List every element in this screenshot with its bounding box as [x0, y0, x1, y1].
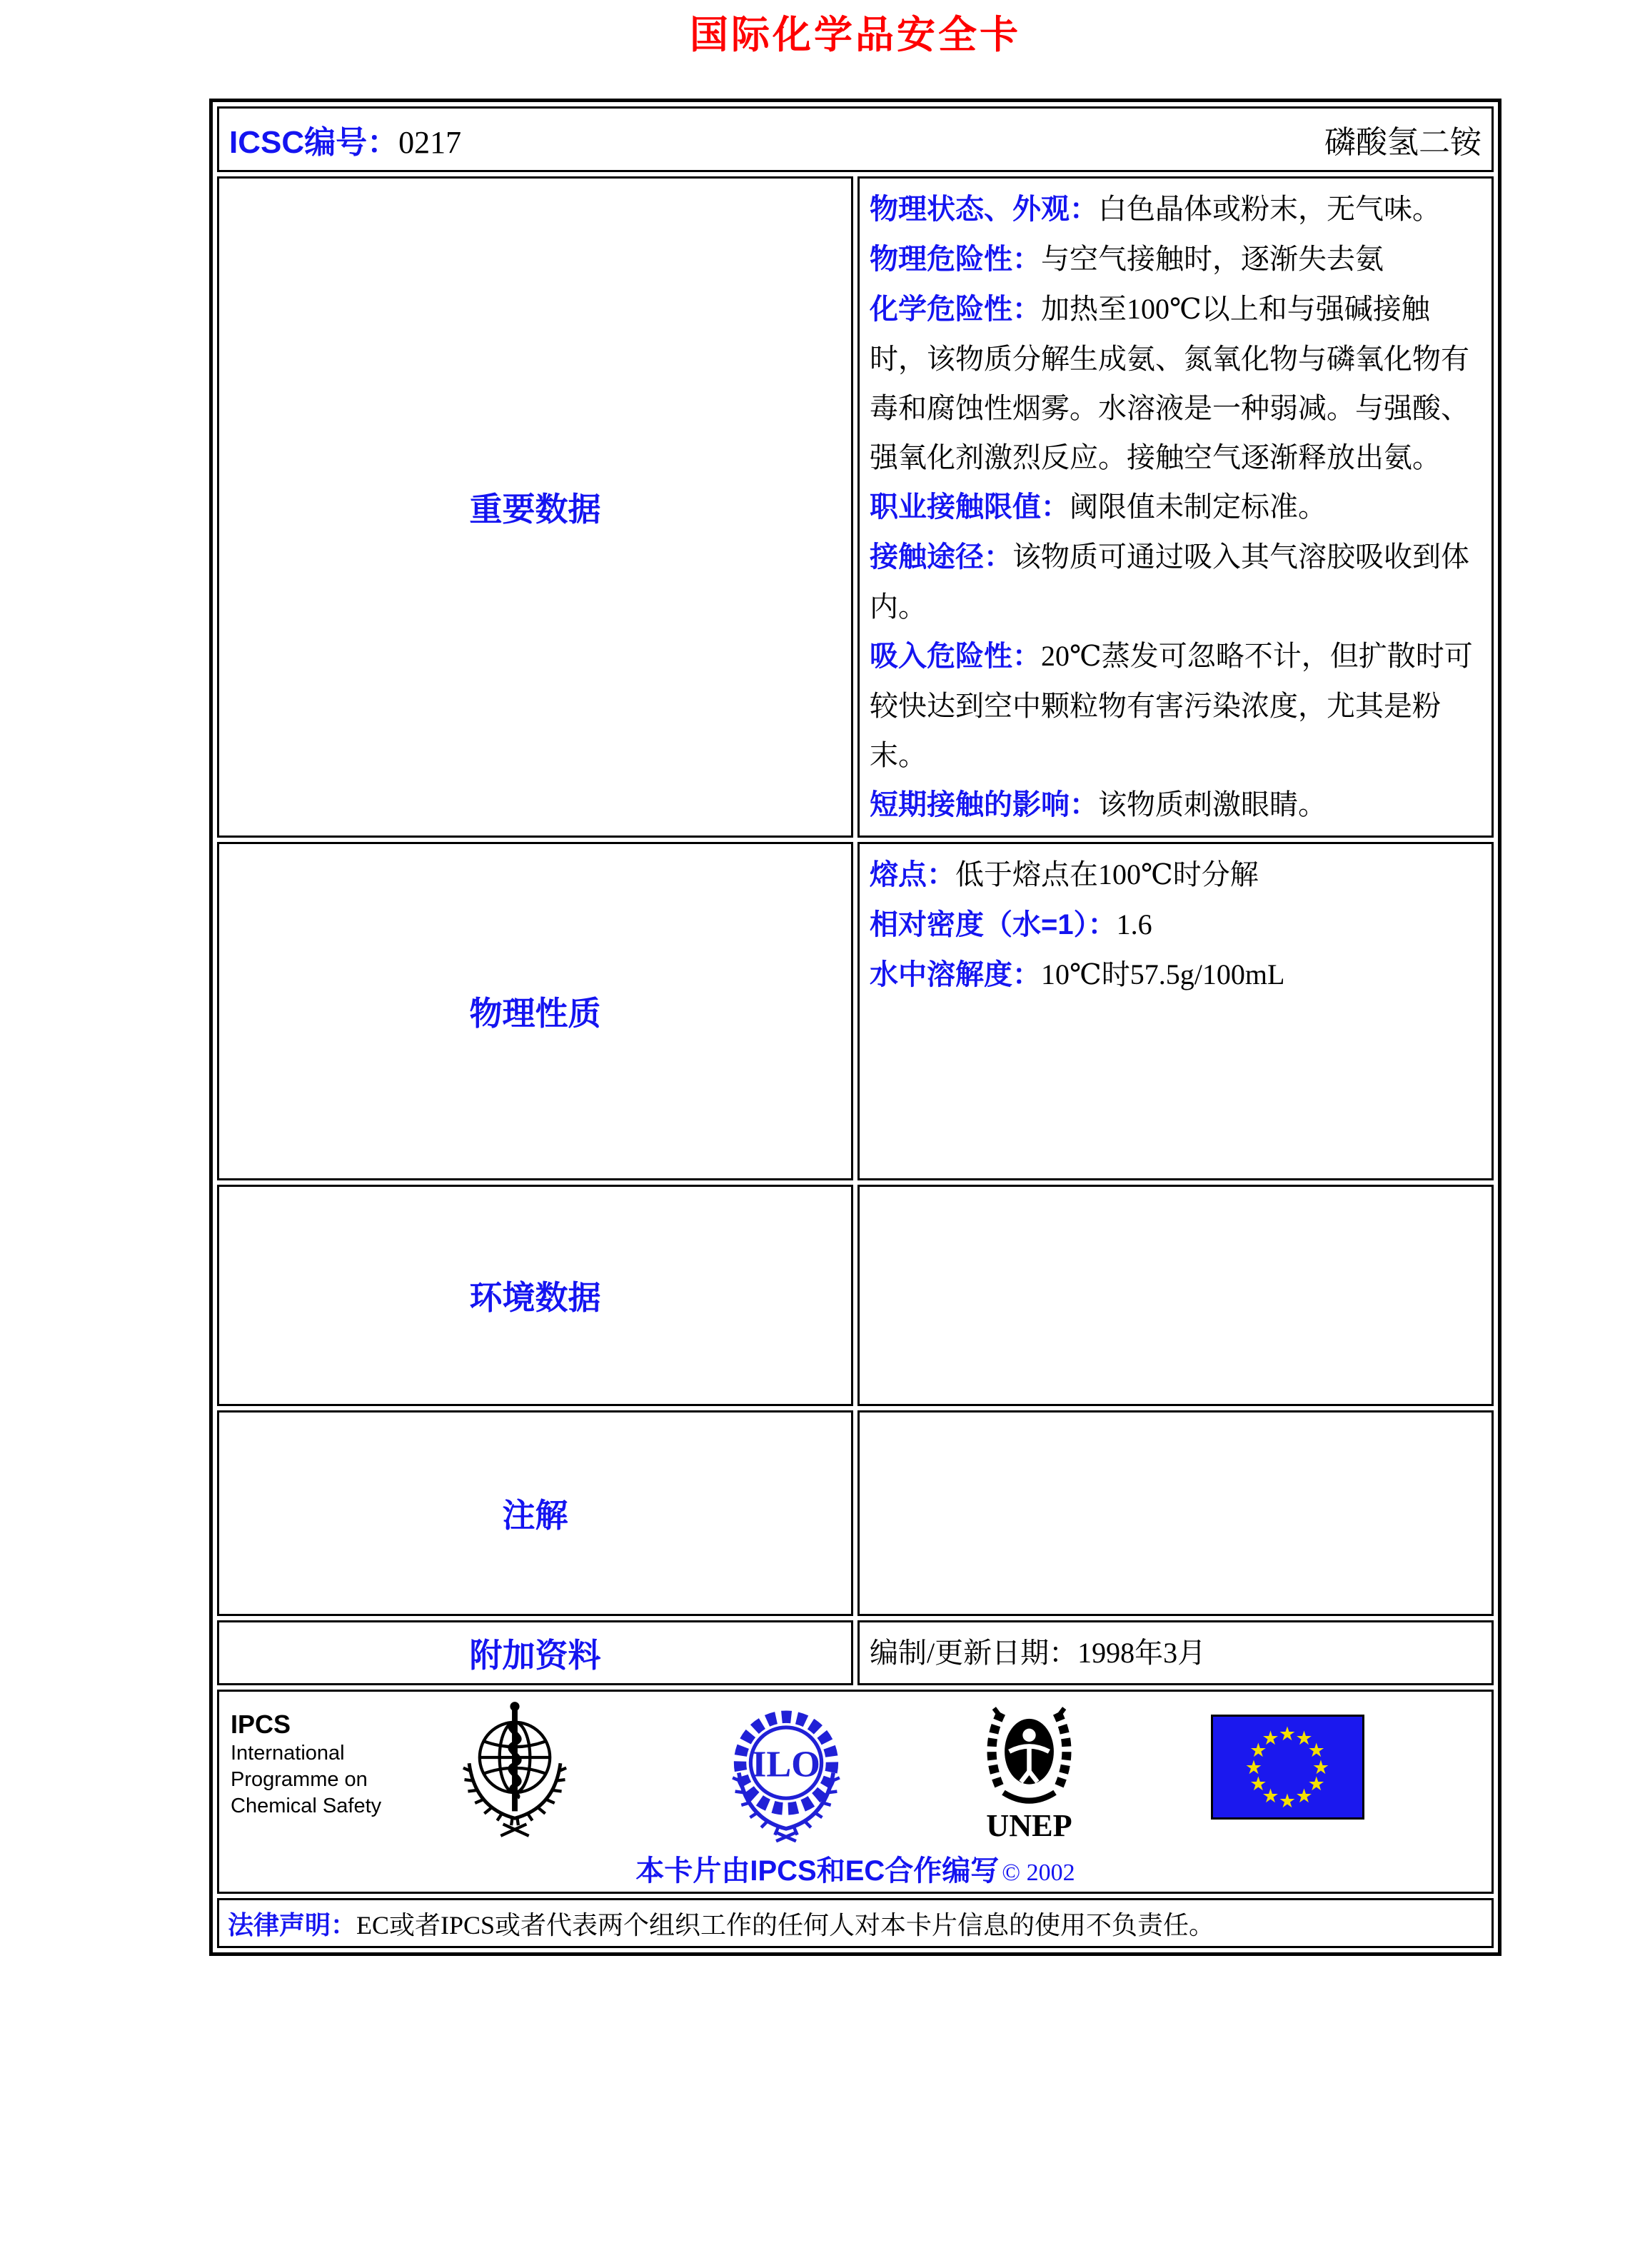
data-entry	[870, 850, 1481, 900]
legal-label: 法律声明：	[228, 1910, 357, 1940]
entry-text: 1.6	[1116, 908, 1152, 940]
svg-text:★: ★	[1278, 1723, 1297, 1745]
eu-flag-icon	[1211, 1715, 1364, 1820]
section-label-notes: 注解	[217, 1410, 853, 1616]
data-entry	[870, 532, 1481, 631]
logos-row	[217, 1690, 1494, 1894]
ipcs-line: Programme on	[231, 1768, 368, 1791]
entry-label: 物理状态、外观：	[870, 194, 1098, 225]
entry-label: 熔点：	[870, 859, 955, 890]
unep-logo-icon	[970, 1699, 1088, 1842]
important-data-content	[857, 176, 1494, 838]
notes-row	[217, 1410, 1494, 1616]
svg-text:★: ★	[1249, 1773, 1267, 1795]
copyright-text: © 2002	[1002, 1860, 1075, 1886]
section-label-environmental-data: 环境数据	[217, 1185, 853, 1406]
svg-text:★: ★	[1312, 1757, 1330, 1779]
page-title: 国际化学品安全卡	[690, 14, 1021, 56]
entry-text: 加热至100℃以上和与强碱接触时，该物质分解生成氨、氮氧化物与磷氧化物有毒和腐蚀性烟雾。水溶液是一种弱减。与强酸、强氧化剂激烈反应。接触空气逐渐释放出氨。	[870, 293, 1469, 473]
data-entry	[870, 482, 1481, 532]
ipcs-text-block	[231, 1709, 420, 1820]
svg-text:★: ★	[1262, 1727, 1279, 1750]
credit-text: 本卡片由IPCS和EC合作编写	[635, 1855, 1000, 1887]
svg-text:★: ★	[1295, 1785, 1313, 1807]
section-label-important-data: 重要数据	[217, 176, 853, 838]
entry-label: 物理危险性：	[870, 244, 1041, 275]
svg-text:★: ★	[1244, 1757, 1263, 1779]
entry-text: 该物质可通过吸入其气溶胶吸收到体内。	[870, 541, 1469, 623]
physical-properties-content	[857, 842, 1494, 1180]
entry-label: 短期接触的影响：	[870, 789, 1098, 821]
data-entry	[870, 780, 1481, 830]
icsc-number-group	[229, 116, 461, 162]
svg-text:★: ★	[1307, 1740, 1325, 1762]
entry-label: 接触途径：	[870, 541, 1012, 573]
entry-text: 与空气接触时，逐渐失去氨	[1041, 243, 1384, 275]
header-row	[217, 106, 1494, 172]
data-entry	[870, 284, 1481, 482]
chemical-name: 磷酸氢二铵	[1324, 125, 1481, 160]
environmental-data-row	[217, 1185, 1494, 1406]
icsc-card	[209, 99, 1501, 1956]
data-entry	[870, 631, 1481, 780]
entry-text: 白色晶体或粉末，无气味。	[1098, 193, 1441, 225]
ipcs-line: Chemical Safety	[231, 1795, 382, 1817]
svg-text:★: ★	[1249, 1740, 1267, 1762]
unep-logo-text: UNEP	[986, 1807, 1072, 1842]
svg-text:★: ★	[1278, 1790, 1297, 1812]
who-logo-icon	[454, 1699, 575, 1842]
legal-cell	[217, 1898, 1494, 1948]
legal-row	[217, 1898, 1494, 1948]
important-data-row	[217, 176, 1494, 838]
entry-label: 职业接触限值：	[870, 491, 1070, 523]
entry-text: 低于熔点在100℃时分解	[955, 858, 1259, 890]
data-entry	[870, 900, 1481, 950]
entry-text: 阈限值未制定标准。	[1070, 491, 1327, 523]
data-entry	[870, 950, 1481, 1000]
section-label-additional-info: 附加资料	[217, 1620, 853, 1685]
ilo-logo-icon	[722, 1703, 850, 1842]
physical-properties-row	[217, 842, 1494, 1180]
entry-label: 相对密度（水=1）：	[870, 909, 1117, 940]
ipcs-acronym: IPCS	[231, 1710, 291, 1739]
additional-info-text: 编制/更新日期：1998年3月	[870, 1637, 1207, 1669]
svg-text:★: ★	[1295, 1727, 1313, 1750]
legal-text: EC或者IPCS或者代表两个组织工作的任何人对本卡片信息的使用不负责任。	[356, 1910, 1215, 1940]
header-cell	[217, 106, 1494, 172]
icsc-number-label: ICSC编号：	[229, 125, 399, 160]
entry-text: 20℃蒸发可忽略不计，但扩散时可较快达到空中颗粒物有害污染浓度，尤其是粉末。	[870, 640, 1473, 771]
credit-line	[219, 1848, 1491, 1889]
additional-info-content	[857, 1620, 1494, 1685]
svg-text:★: ★	[1307, 1773, 1325, 1795]
notes-content	[857, 1410, 1494, 1616]
additional-info-row	[217, 1620, 1494, 1685]
data-entry	[870, 234, 1481, 284]
section-label-physical-properties: 物理性质	[217, 842, 853, 1180]
logos-cell	[217, 1690, 1494, 1894]
ilo-logo-text: ILO	[752, 1743, 820, 1785]
environmental-data-content	[857, 1185, 1494, 1406]
icsc-table	[213, 102, 1498, 1952]
entry-text: 该物质刺激眼睛。	[1098, 788, 1327, 821]
entry-label: 化学危险性：	[870, 293, 1041, 325]
svg-text:★: ★	[1262, 1785, 1279, 1807]
entry-text: 10℃时57.5g/100mL	[1041, 958, 1285, 990]
ipcs-line: International	[231, 1742, 345, 1765]
icsc-number-value: 0217	[398, 125, 462, 160]
entry-label: 吸入危险性：	[870, 641, 1041, 672]
data-entry	[870, 184, 1481, 234]
entry-label: 水中溶解度：	[870, 959, 1041, 990]
